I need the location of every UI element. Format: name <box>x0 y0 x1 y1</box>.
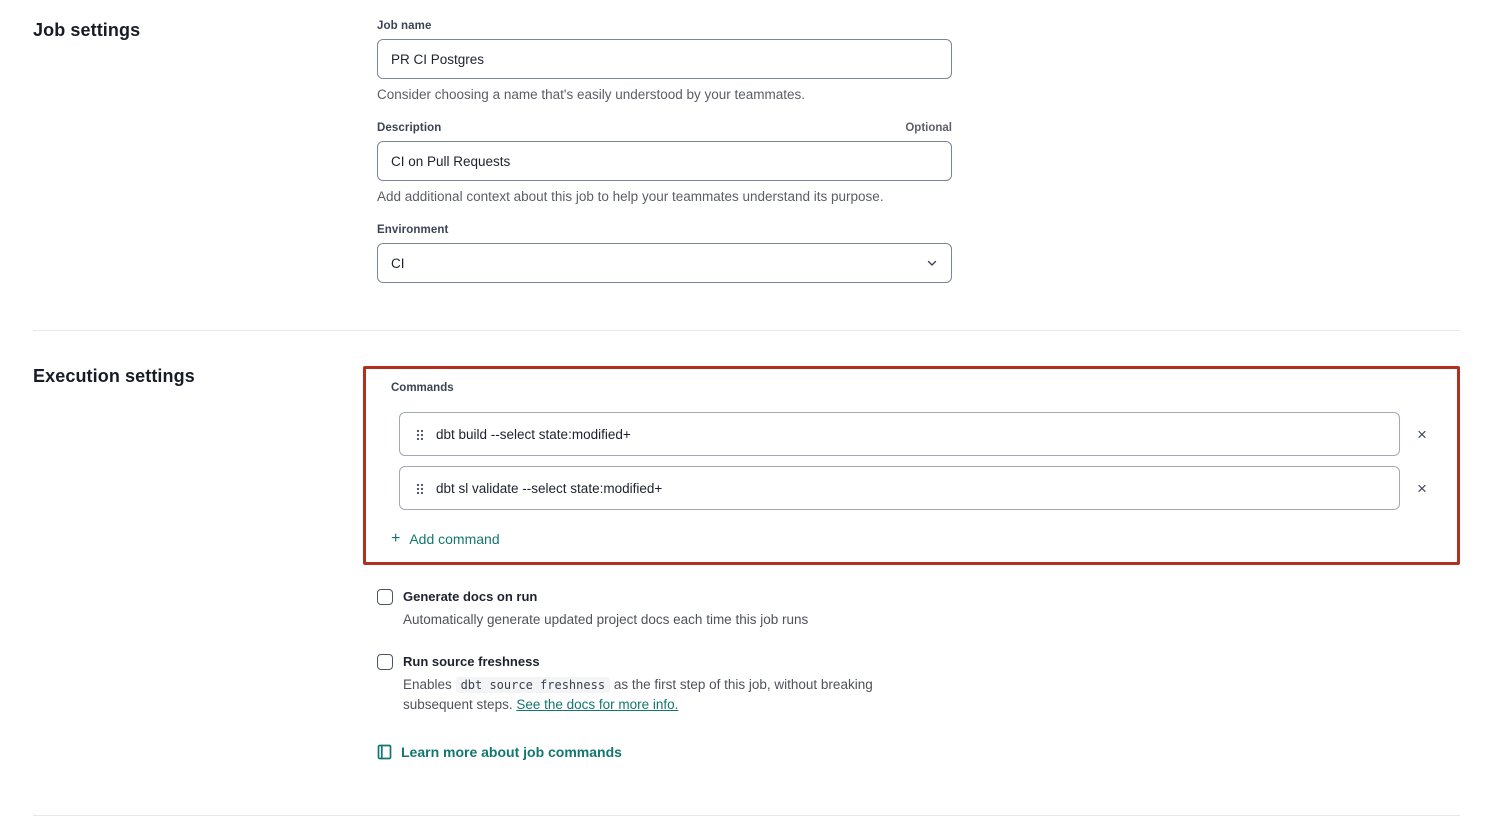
description-field-group <box>377 122 952 204</box>
see-docs-link[interactable]: See the docs for more info. <box>516 696 679 712</box>
add-command-label: Add command <box>409 531 500 547</box>
run-source-freshness-row <box>377 654 1460 715</box>
freshness-desc-prefix: Enables <box>403 676 452 692</box>
description-label: Description <box>377 122 442 134</box>
command-input[interactable] <box>399 466 1400 510</box>
job-name-help: Consider choosing a name that's easily understood by your teammates. <box>377 87 806 102</box>
generate-docs-row <box>377 589 1460 630</box>
add-command-button[interactable] <box>391 531 500 547</box>
command-row <box>399 466 1437 510</box>
command-text: dbt build --select state:modified+ <box>436 426 631 442</box>
inline-code-snippet: dbt source freshness <box>456 677 611 693</box>
command-row <box>399 412 1437 456</box>
run-source-freshness-checkbox[interactable] <box>377 654 393 670</box>
environment-selected-value: CI <box>391 255 405 271</box>
section-job-settings <box>33 20 1460 283</box>
run-source-freshness-description <box>403 675 945 715</box>
section-execution-settings <box>33 331 1460 765</box>
drag-handle-icon[interactable] <box>412 427 426 441</box>
environment-select[interactable] <box>377 243 952 283</box>
remove-command-button[interactable] <box>1410 476 1434 500</box>
command-text: dbt sl validate --select state:modified+ <box>436 480 663 496</box>
environment-label: Environment <box>377 224 449 236</box>
job-name-field-group <box>377 20 952 102</box>
commands-label: Commands <box>391 382 454 394</box>
run-source-freshness-label[interactable]: Run source freshness <box>403 653 540 669</box>
commands-highlight-box <box>363 366 1460 565</box>
optional-badge: Optional <box>905 122 952 134</box>
plus-icon: + <box>391 530 401 547</box>
close-icon: × <box>1417 478 1427 498</box>
generate-docs-label[interactable]: Generate docs on run <box>403 589 538 604</box>
job-name-label: Job name <box>377 20 432 32</box>
freshness-desc-middle: as the first step of this job, without breaking subsequent steps. <box>403 676 873 712</box>
job-settings-heading: Job settings <box>33 20 141 40</box>
generate-docs-checkbox[interactable] <box>377 589 393 605</box>
description-input[interactable] <box>377 141 952 181</box>
environment-field-group <box>377 224 952 283</box>
close-icon: × <box>1417 424 1427 444</box>
learn-more-link[interactable] <box>377 744 622 760</box>
book-icon <box>377 744 392 760</box>
execution-settings-heading: Execution settings <box>33 366 195 386</box>
chevron-down-icon <box>926 257 938 269</box>
learn-more-label: Learn more about job commands <box>401 743 622 760</box>
job-name-input[interactable] <box>377 39 952 79</box>
description-help: Add additional context about this job to help your teammates understand its purpose. <box>377 189 884 204</box>
generate-docs-description: Automatically generate updated project docs each time this job runs <box>403 612 809 627</box>
remove-command-button[interactable] <box>1410 422 1434 446</box>
drag-handle-icon[interactable] <box>412 481 426 495</box>
command-input[interactable] <box>399 412 1400 456</box>
